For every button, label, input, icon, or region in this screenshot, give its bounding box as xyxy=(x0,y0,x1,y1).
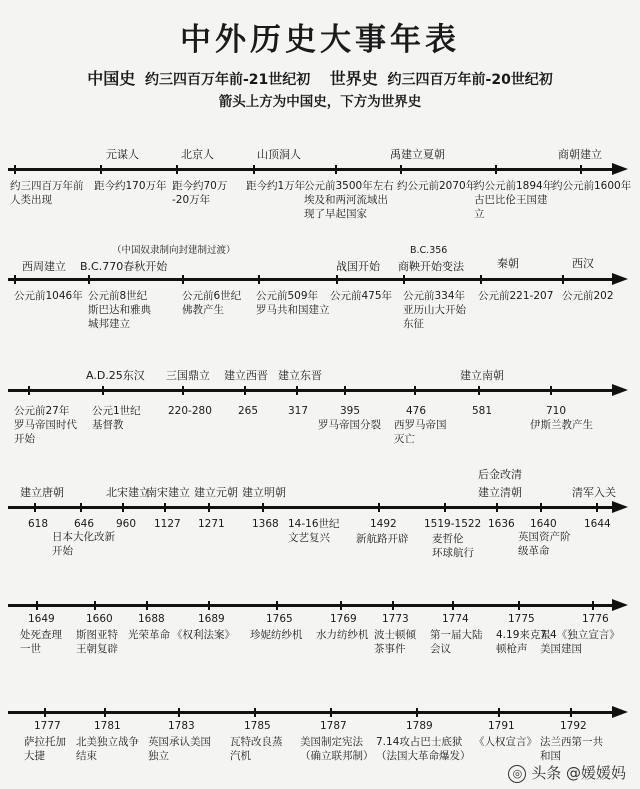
watermark-text: 头条 @媛媛妈 xyxy=(531,764,626,782)
timeline-tick xyxy=(330,708,332,717)
timeline-line xyxy=(8,389,616,392)
event-year: 1781 xyxy=(94,720,121,732)
timeline-tick xyxy=(208,601,210,610)
event-below: 法兰西第一共 和国 xyxy=(540,736,603,762)
event-above: 三国鼎立 xyxy=(166,369,210,382)
timeline-tick xyxy=(550,386,552,395)
timeline-tick xyxy=(562,275,564,284)
event-below: 1271 xyxy=(198,518,225,530)
arrow-right-icon xyxy=(612,706,628,718)
event-below: 约公元前1600年 xyxy=(552,180,632,192)
timeline-tick xyxy=(296,386,298,395)
event-above: 后金改清 xyxy=(478,468,522,481)
timeline-tick xyxy=(28,386,30,395)
event-below: 罗马帝国分裂 xyxy=(318,419,381,431)
event-below: 《人权宣言》 xyxy=(474,736,537,748)
timeline-tick xyxy=(478,386,480,395)
timeline-row-3 xyxy=(0,369,640,445)
timeline-row-2 xyxy=(0,245,640,330)
subtitle-note: 箭头上方为中国史，下方为世界史 xyxy=(218,94,422,110)
event-below: 新航路开辟 xyxy=(356,533,409,545)
event-below: 1636 xyxy=(488,518,515,530)
event-below: 1644 xyxy=(584,518,611,530)
event-below: 1127 xyxy=(154,518,181,530)
event-below: 14-16世纪 文艺复兴 xyxy=(288,518,340,544)
event-below: 710 xyxy=(546,405,567,417)
event-below: 美国制定宪法 （确立联邦制） xyxy=(300,736,374,762)
timeline-tick xyxy=(414,386,416,395)
event-year: 1789 xyxy=(406,720,433,732)
event-below: 317 xyxy=(288,405,309,417)
timeline-tick xyxy=(480,275,482,284)
event-below: 处死查理 一世 xyxy=(20,629,62,655)
event-below: 约三四百万年前 人类出现 xyxy=(10,180,84,206)
timeline-tick xyxy=(14,275,16,284)
event-above: 北宋建立 xyxy=(106,486,150,499)
timeline-tick xyxy=(14,165,16,174)
timeline-tick xyxy=(44,708,46,717)
event-below: 1492 xyxy=(370,518,397,530)
event-above: 建立西晋 xyxy=(224,369,268,382)
timeline-tick xyxy=(254,708,256,717)
event-below: 西罗马帝国 灭亡 xyxy=(394,419,447,445)
timeline-tick xyxy=(164,503,166,512)
event-above: 建立元朝 xyxy=(194,486,238,499)
event-above: 西周建立 xyxy=(22,260,66,273)
event-below: 斯图亚特 王朝复辟 xyxy=(76,629,118,655)
timeline-row-4 xyxy=(0,468,640,559)
event-below: 《权利法案》 xyxy=(172,629,235,641)
event-below: 7.14攻占巴士底狱 （法国大革命爆发） xyxy=(376,736,471,762)
event-below: 公元前8世纪 斯巴达和雅典 城邦建立 xyxy=(88,290,151,330)
timeline-line xyxy=(8,711,616,714)
arrow-right-icon xyxy=(612,273,628,285)
event-below: 英国承认美国 独立 xyxy=(148,736,211,762)
timeline-tick xyxy=(335,165,337,174)
timeline-tick xyxy=(258,275,260,284)
timeline-tick xyxy=(182,386,184,395)
event-below: 萨拉托加 大捷 xyxy=(24,736,66,762)
event-year: 1773 xyxy=(382,613,409,625)
event-below: 960 xyxy=(116,518,137,530)
arrow-right-icon xyxy=(612,599,628,611)
timeline-tick xyxy=(276,601,278,610)
timeline-tick xyxy=(262,503,264,512)
timeline-tick xyxy=(176,165,178,174)
timeline-tick xyxy=(34,503,36,512)
event-below: 公元前3500年左右 埃及和两河流域出 现了早起国家 xyxy=(304,180,394,220)
event-year: 1649 xyxy=(28,613,55,625)
event-year: 1792 xyxy=(560,720,587,732)
event-above: 商鞅开始变法 xyxy=(398,260,464,273)
event-below: 水力纺纱机 xyxy=(316,629,369,641)
arrow-right-icon xyxy=(612,384,628,396)
event-below: 476 xyxy=(406,405,427,417)
event-below: 公元前475年 xyxy=(330,290,393,302)
event-year: 1785 xyxy=(244,720,271,732)
event-above: B.C.770春秋开始 xyxy=(80,260,168,273)
timeline-tick xyxy=(340,601,342,610)
event-above: 禹建立夏朝 xyxy=(390,148,445,161)
timeline-tick xyxy=(403,275,405,284)
event-below: 4.19来克星 顿枪声 xyxy=(496,629,551,655)
timeline-tick xyxy=(94,601,96,610)
event-below: 麦哲伦 环球航行 xyxy=(432,533,474,559)
event-below: 波士顿倾 茶事件 xyxy=(374,629,416,655)
timeline-tick xyxy=(208,503,210,512)
event-above: 元谋人 xyxy=(106,148,139,161)
event-year: 1765 xyxy=(266,613,293,625)
event-above: 建立唐朝 xyxy=(20,486,64,499)
event-below: 1640 xyxy=(530,518,557,530)
event-above: 建立南朝 xyxy=(460,369,504,382)
world-label: 世界史 xyxy=(329,69,378,88)
watermark xyxy=(508,762,626,783)
event-above: 山顶洞人 xyxy=(257,148,301,161)
event-year: 1660 xyxy=(86,613,113,625)
timeline-tick xyxy=(344,386,346,395)
event-year: 1774 xyxy=(442,613,469,625)
timeline-tick xyxy=(416,708,418,717)
event-below: 珍妮纺纱机 xyxy=(250,629,303,641)
event-below: 公元前221-207 xyxy=(478,290,554,302)
timeline-tick xyxy=(444,503,446,512)
event-above: A.D.25东汉 xyxy=(86,369,145,382)
event-above: 商朝建立 xyxy=(558,148,602,161)
event-below: 公元前1046年 xyxy=(14,290,83,302)
timeline-tick xyxy=(182,275,184,284)
event-below: 日本大化改新 开始 xyxy=(52,531,115,557)
event-below: 第一届大陆 会议 xyxy=(430,629,483,655)
timeline-tick xyxy=(104,708,106,717)
event-above: （中国奴隶制向封建制过渡） xyxy=(112,245,236,256)
event-year: 1688 xyxy=(138,613,165,625)
timeline-tick xyxy=(400,165,402,174)
event-above: 西汉 xyxy=(572,257,594,270)
event-below: 265 xyxy=(238,405,259,417)
event-above: B.C.356 xyxy=(410,245,448,256)
timeline-tick xyxy=(146,601,148,610)
event-above: 建立清朝 xyxy=(478,486,522,499)
timeline-tick xyxy=(100,165,102,174)
timeline-tick xyxy=(336,275,338,284)
event-below: 646 xyxy=(74,518,95,530)
event-below: 220-280 xyxy=(168,405,212,417)
timeline-line xyxy=(8,278,616,281)
event-below: 1368 xyxy=(252,518,279,530)
event-below: 公元1世纪 基督教 xyxy=(92,405,141,431)
timeline-line xyxy=(8,604,616,607)
event-below: 581 xyxy=(472,405,493,417)
event-above: 北京人 xyxy=(181,148,214,161)
timeline-row-6 xyxy=(0,711,640,762)
arrow-right-icon xyxy=(612,501,628,513)
event-below: 北美独立战争 结束 xyxy=(76,736,139,762)
event-year: 1783 xyxy=(168,720,195,732)
timeline-tick xyxy=(378,503,380,512)
event-above: 清军入关 xyxy=(572,486,616,499)
timeline-tick xyxy=(540,503,542,512)
world-range: 约三四百万年前-20世纪初 xyxy=(387,72,553,88)
event-year: 1776 xyxy=(582,613,609,625)
china-label: 中国史 xyxy=(87,69,136,88)
timeline-tick xyxy=(253,165,255,174)
event-year: 1791 xyxy=(488,720,515,732)
timeline-tick xyxy=(392,601,394,610)
event-below: 伊斯兰教产生 xyxy=(530,419,593,431)
event-below: 距今约170万年 xyxy=(94,180,167,192)
timeline-tick xyxy=(580,165,582,174)
event-year: 1769 xyxy=(330,613,357,625)
event-above: 南宋建立 xyxy=(146,486,190,499)
event-above: 建立东晋 xyxy=(278,369,322,382)
event-below: 公元前27年 罗马帝国时代 开始 xyxy=(14,405,77,445)
event-year: 1777 xyxy=(34,720,61,732)
page-title: 中外历史大事年表 xyxy=(180,22,460,58)
event-year: 1787 xyxy=(320,720,347,732)
event-below: 618 xyxy=(28,518,49,530)
timeline-tick xyxy=(122,503,124,512)
event-below: 公元前509年 罗马共和国建立 xyxy=(256,290,330,316)
timeline-tick xyxy=(596,503,598,512)
event-below: 1519-1522 xyxy=(424,518,482,530)
event-below: 公元前334年 亚历山大开始 东征 xyxy=(403,290,466,330)
timeline-row-5 xyxy=(0,604,640,655)
arrow-right-icon xyxy=(612,163,628,175)
toutiao-logo-icon: ◎ xyxy=(508,765,526,783)
event-above: 秦朝 xyxy=(497,257,519,270)
event-below: 光荣革命 xyxy=(128,629,170,641)
event-below: 距今约1万年 xyxy=(246,180,306,192)
event-below: 约公元前1894年 古巴比伦王国建 立 xyxy=(474,180,554,220)
event-below: 公元前6世纪 佛教产生 xyxy=(182,290,242,316)
event-below: 瓦特改良蒸 汽机 xyxy=(230,736,283,762)
timeline-tick xyxy=(178,708,180,717)
event-year: 1775 xyxy=(508,613,535,625)
event-below: 英国资产阶 级革命 xyxy=(518,531,571,557)
timeline-line xyxy=(8,506,616,509)
timeline-tick xyxy=(452,601,454,610)
event-year: 1689 xyxy=(198,613,225,625)
timeline-row-1 xyxy=(0,148,640,220)
event-below: 距今约70万 -20万年 xyxy=(172,180,228,206)
timeline-tick xyxy=(244,386,246,395)
event-below: 7.4《独立宣言》 美国建国 xyxy=(540,629,620,655)
timeline-tick xyxy=(495,165,497,174)
timeline-tick xyxy=(570,708,572,717)
event-below: 395 xyxy=(340,405,361,417)
timeline-tick xyxy=(36,601,38,610)
timeline-tick xyxy=(496,503,498,512)
timeline-tick xyxy=(88,275,90,284)
event-above: 战国开始 xyxy=(336,260,380,273)
event-below: 公元前202 xyxy=(562,290,614,302)
event-below: 约公元前2070年 xyxy=(397,180,477,192)
timeline-tick xyxy=(80,503,82,512)
subtitle-ranges xyxy=(0,66,640,89)
timeline-tick xyxy=(102,386,104,395)
timeline-tick xyxy=(498,708,500,717)
event-above: 建立明朝 xyxy=(242,486,286,499)
china-range: 约三四百万年前-21世纪初 xyxy=(144,72,311,88)
timeline-tick xyxy=(518,601,520,610)
timeline-tick xyxy=(592,601,594,610)
